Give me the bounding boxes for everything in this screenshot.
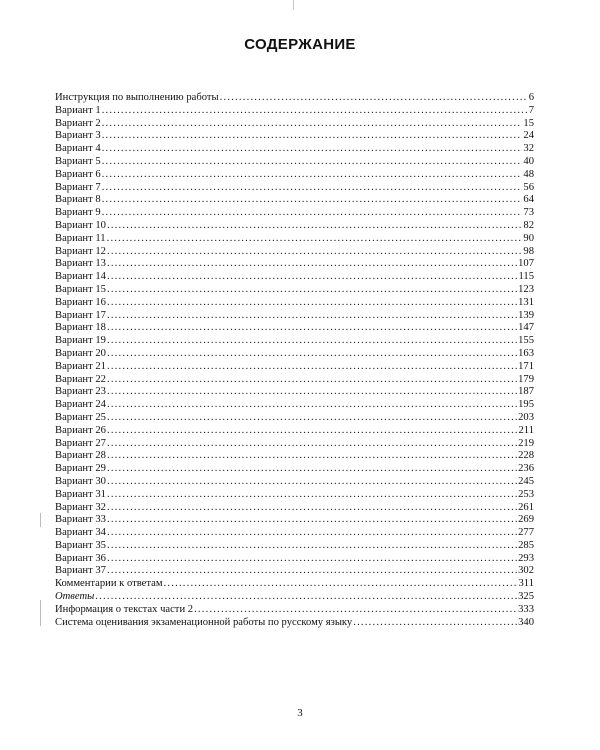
toc-entry-title: Система оценивания экзаменационной работы по русскому языку: [55, 616, 353, 628]
toc-entry-page: 90: [523, 232, 534, 244]
toc-entry-title: Вариант 3: [55, 130, 101, 142]
toc-leader-dots: [102, 130, 523, 143]
toc-entry-title: Вариант 9: [55, 207, 101, 219]
toc-leader-dots: [102, 182, 523, 195]
toc-entry-title: Инструкция по выполнению работы: [55, 92, 219, 103]
toc-entry: [55, 92, 534, 105]
toc-entry-title: Вариант 27: [55, 437, 106, 449]
toc-leader-dots: [107, 463, 517, 476]
toc-leader-dots: [102, 156, 523, 169]
toc-entry-page: 261: [518, 501, 534, 513]
toc-entry-title: Вариант 5: [55, 155, 101, 167]
toc-entry: [55, 322, 534, 335]
toc-entry-title: Вариант 26: [55, 424, 106, 436]
page-number: 3: [297, 707, 303, 719]
toc-entry: [55, 527, 534, 540]
scan-mark: [293, 0, 294, 10]
toc-leader-dots: [107, 412, 517, 425]
toc-leader-dots: [107, 450, 517, 463]
toc-entry-title: Вариант 17: [55, 309, 106, 321]
toc-entry-page: 115: [518, 271, 534, 283]
toc-entry: [55, 271, 534, 284]
toc-leader-dots: [107, 527, 517, 540]
toc-leader-dots: [107, 246, 522, 259]
toc-leader-dots: [107, 335, 517, 348]
toc-entry: [55, 412, 534, 425]
toc-leader-dots: [95, 591, 517, 604]
toc-entry-title: Вариант 24: [55, 399, 106, 411]
toc-entry-page: 285: [518, 539, 534, 551]
toc-entry-title: Вариант 30: [55, 475, 106, 487]
toc-entry: [55, 169, 534, 182]
toc-leader-dots: [107, 310, 517, 323]
toc-entry-title: Комментарии к ответам: [55, 578, 163, 590]
toc-entry: [55, 194, 534, 207]
toc-entry: [55, 386, 534, 399]
toc-entry: [55, 399, 534, 412]
toc-entry-title: Вариант 18: [55, 322, 106, 334]
toc-entry-title: Вариант 23: [55, 386, 106, 398]
toc-entry-title: Вариант 20: [55, 347, 106, 359]
toc-entry-page: 15: [523, 117, 534, 129]
toc-leader-dots: [102, 194, 523, 207]
toc-entry: [55, 578, 534, 591]
toc-entry-page: 333: [518, 603, 534, 615]
toc-leader-dots: [102, 169, 523, 182]
toc-entry-title: Вариант 28: [55, 450, 106, 462]
toc-entry-title: Вариант 29: [55, 463, 106, 475]
toc-leader-dots: [107, 565, 517, 578]
toc-entry: [55, 361, 534, 374]
toc-entry-page: 325: [518, 591, 534, 603]
toc-leader-dots: [107, 502, 517, 515]
toc-entry: [55, 450, 534, 463]
toc-entry: [55, 540, 534, 553]
toc-entry-page: 32: [523, 143, 534, 155]
toc-entry-title: Вариант 8: [55, 194, 101, 206]
toc-entry-page: 73: [523, 207, 534, 219]
toc-entry-title: Вариант 33: [55, 514, 106, 526]
toc-entry: [55, 591, 534, 604]
toc-entry-page: 340: [518, 616, 534, 628]
toc-leader-dots: [107, 386, 517, 399]
toc-leader-dots: [107, 374, 517, 387]
toc-entry-title: Вариант 13: [55, 258, 106, 270]
toc-entry-page: 228: [518, 450, 534, 462]
toc-entry-title: Вариант 15: [55, 283, 106, 295]
toc-entry: [55, 553, 534, 566]
toc-leader-dots: [107, 476, 517, 489]
toc-leader-dots: [107, 399, 517, 412]
toc-entry-title: Вариант 7: [55, 181, 101, 193]
toc-entry: [55, 118, 534, 131]
toc-entry-title: Вариант 4: [55, 143, 101, 155]
toc-leader-dots: [107, 425, 518, 438]
toc-entry-page: 24: [523, 130, 534, 142]
toc-entry: [55, 374, 534, 387]
toc-leader-dots: [107, 553, 517, 566]
toc-entry-page: 7: [528, 104, 534, 116]
toc-entry-page: 187: [518, 386, 534, 398]
toc-entry: [55, 130, 534, 143]
toc-entry-title: Вариант 31: [55, 488, 106, 500]
toc-leader-dots: [194, 604, 517, 617]
toc-entry-page: 253: [518, 488, 534, 500]
toc-leader-dots: [107, 489, 517, 502]
toc-entry-page: 277: [518, 527, 534, 539]
toc-entry: [55, 233, 534, 246]
toc-entry-title: Вариант 25: [55, 411, 106, 423]
toc-leader-dots: [107, 220, 522, 233]
toc-leader-dots: [220, 92, 528, 105]
toc-entry-page: 195: [518, 399, 534, 411]
toc-entry: [55, 438, 534, 451]
toc-entry: [55, 604, 534, 617]
toc-entry-title: Вариант 36: [55, 552, 106, 564]
toc-entry-title: Вариант 12: [55, 245, 106, 257]
toc-entry: [55, 207, 534, 220]
toc-entry: [55, 476, 534, 489]
toc-entry-title: Вариант 35: [55, 539, 106, 551]
toc-entry-page: 203: [518, 411, 534, 423]
toc-entry-page: 163: [518, 347, 534, 359]
toc-leader-dots: [102, 118, 523, 131]
toc-leader-dots: [107, 514, 517, 527]
margin-mark: [40, 600, 41, 626]
toc-entry-page: 245: [518, 475, 534, 487]
toc-entry: [55, 105, 534, 118]
toc-leader-dots: [107, 284, 517, 297]
toc-entry-title: Информация о текстах части 2: [55, 603, 194, 615]
toc-entry: [55, 565, 534, 578]
toc-entry: [55, 156, 534, 169]
toc-entry: [55, 335, 534, 348]
toc-entry-page: 179: [518, 373, 534, 385]
toc-leader-dots: [107, 322, 517, 335]
toc-entry: [55, 617, 534, 630]
toc-entry-title: Вариант 19: [55, 335, 106, 347]
toc-entry-title: Вариант 6: [55, 168, 101, 180]
toc-entry-page: 82: [523, 219, 534, 231]
toc-entry: [55, 425, 534, 438]
toc-entry-page: 64: [523, 194, 534, 206]
toc-entry-page: 40: [523, 155, 534, 167]
toc-entry-page: 211: [518, 424, 534, 436]
toc-entry-title: Ответы: [55, 591, 95, 603]
toc-leader-dots: [102, 143, 523, 156]
toc-entry-page: 293: [518, 552, 534, 564]
toc-entry-page: 139: [518, 309, 534, 321]
toc-entry-page: 311: [518, 578, 534, 590]
toc-entry-page: 236: [518, 463, 534, 475]
page-title: СОДЕРЖАНИЕ: [244, 36, 356, 53]
toc-leader-dots: [107, 348, 517, 361]
toc-entry: [55, 502, 534, 515]
toc-leader-dots: [107, 438, 517, 451]
toc-entry-title: Вариант 2: [55, 117, 101, 129]
toc-entry-title: Вариант 16: [55, 296, 106, 308]
toc-entry: [55, 258, 534, 271]
toc-leader-dots: [107, 271, 518, 284]
toc-entry-title: Вариант 37: [55, 565, 106, 577]
toc-entry-title: Вариант 22: [55, 373, 106, 385]
toc-leader-dots: [107, 361, 517, 374]
toc-entry: [55, 310, 534, 323]
toc-entry: [55, 463, 534, 476]
toc-entry-page: 269: [518, 514, 534, 526]
table-of-contents: [55, 92, 534, 629]
toc-entry: [55, 489, 534, 502]
toc-leader-dots: [164, 578, 518, 591]
toc-leader-dots: [102, 105, 528, 118]
toc-entry: [55, 246, 534, 259]
margin-mark: [40, 513, 41, 527]
toc-entry: [55, 297, 534, 310]
toc-entry-title: Вариант 11: [55, 232, 106, 244]
toc-entry-title: Вариант 34: [55, 527, 106, 539]
toc-entry-page: 171: [518, 360, 534, 372]
toc-entry: [55, 514, 534, 527]
toc-entry: [55, 143, 534, 156]
toc-entry-page: 6: [528, 92, 534, 103]
toc-leader-dots: [107, 297, 517, 310]
toc-leader-dots: [102, 207, 523, 220]
toc-entry-page: 48: [523, 168, 534, 180]
toc-entry-title: Вариант 10: [55, 219, 106, 231]
toc-entry: [55, 220, 534, 233]
toc-entry-page: 98: [523, 245, 534, 257]
toc-entry-title: Вариант 32: [55, 501, 106, 513]
toc-leader-dots: [353, 617, 517, 630]
toc-entry-title: Вариант 21: [55, 360, 106, 372]
toc-entry-page: 302: [518, 565, 534, 577]
toc-entry-page: 219: [518, 437, 534, 449]
toc-entry-page: 123: [518, 283, 534, 295]
toc-entry-title: Вариант 1: [55, 104, 101, 116]
toc-leader-dots: [107, 233, 523, 246]
toc-entry-title: Вариант 14: [55, 271, 106, 283]
toc-leader-dots: [107, 258, 517, 271]
toc-entry-page: 147: [518, 322, 534, 334]
toc-entry-page: 107: [518, 258, 534, 270]
toc-entry: [55, 348, 534, 361]
toc-entry: [55, 284, 534, 297]
toc-leader-dots: [107, 540, 517, 553]
toc-entry-page: 155: [518, 335, 534, 347]
toc-entry: [55, 182, 534, 195]
toc-entry-page: 56: [523, 181, 534, 193]
toc-entry-page: 131: [518, 296, 534, 308]
